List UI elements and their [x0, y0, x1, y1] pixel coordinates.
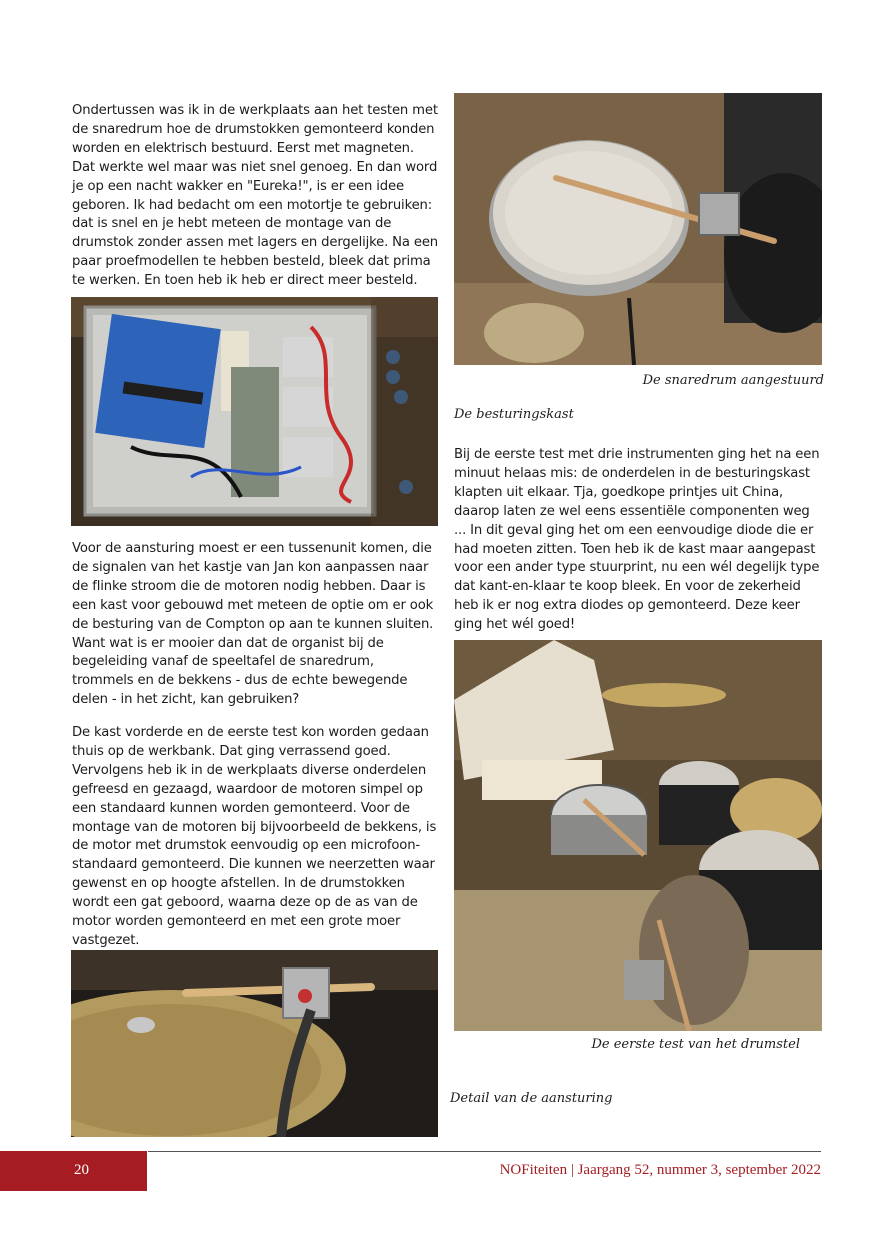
photo-drum-kit: [454, 640, 822, 1031]
paragraph-first-test: De kast vorderde en de eerste test kon worden gedaan thuis op de werkbank. Dat ging verrassend goed. Vervolgens heb ik in de werkplaats diverse onderdelen gefreesd en gezaagd, waardoor de motoren simpel op een standaard kunnen worden gemonteerd. Voor de montage van de motoren bij bijvoorbeeld de bekkens, is de motor met drumstok eenvoudig op een microfoon-standaard gemonteerd. Die kunnen we neerzetten waar gewenst en op hoogte afstellen. In de drumstokken wordt een gat geboord, waarna deze op de as van de motor worden gemonteerd en met een grote moer vastgezet.: [72, 725, 437, 948]
paragraph-component-failure: Bij de eerste test met drie instrumenten ging het na een minuut helaas mis: de onderdelen in de besturingskast klapten uit elkaar. Tja, goedkope printjes uit China, daarop laten ze wel eens essentiële componenten weg ... In dit geval ging het om een eenvoudige diode die er had moeten zitten. Toen heb ik de kast maar aangepast voor een ander type stuurprint, nu een wél degelijk type dat kant-en-klaar te koop bleek. En voor de zekerheid heb ik er nog extra diodes op gemonteerd. Deze keer ging het wél goed!: [454, 447, 820, 633]
page-number: 20: [74, 1162, 89, 1178]
caption-control-box: De besturingskast: [454, 407, 574, 422]
caption-detail: Detail van de aansturing: [450, 1091, 613, 1106]
paragraph-interface-unit: Voor de aansturing moest er een tussenunit komen, die de signalen van het kastje van Jan kon aanpassen naar de flinke stroom die de motoren nodig hebben. Daar is een kast voor gebouwd met meteen de optie om er ook de besturing van de Compton op aan te kunnen sluiten. Want wat is er mooier dan dat de organist bij de begeleiding vanaf de speeltafel de snaredrum, trommels en de bekkens - dus de echte bewegende delen - in het zicht, kan gebruiken?: [72, 541, 434, 708]
caption-drum-kit: De eerste test van het drumstel: [591, 1037, 800, 1052]
caption-snare-drum: De snaredrum aangestuurd: [642, 373, 824, 388]
photo-snare-drum: [454, 93, 822, 365]
running-footer: NOFiteiten | Jaargang 52, nummer 3, september 2022: [499, 1162, 821, 1178]
paragraph-motor-idea: Ondertussen was ik in de werkplaats aan het testen met de snaredrum hoe de drumstokken gemonteerd konden worden en elektrisch bestuurd. Eerst met magneten. Dat werkte wel maar was niet snel genoeg. En dan word je op een nacht wakker en "Eureka!", is er een idee geboren. Ik had bedacht om een motortje te gebruiken: dat is snel en je hebt meteen de montage van de drumstok zonder assen met lagers en dergelijke. Na een paar proefmodellen te hebben besteld, bleek dat prima te werken. En toen heb ik heb er direct meer besteld.: [72, 103, 439, 289]
photo-cymbal-detail: [71, 950, 438, 1137]
footer-rule: [148, 1151, 821, 1152]
photo-control-box: [71, 297, 438, 526]
